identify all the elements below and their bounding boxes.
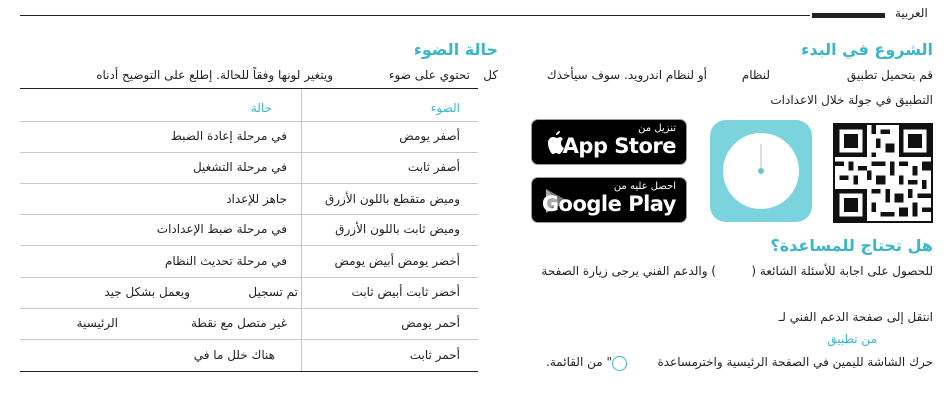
- row-divider: [20, 152, 478, 153]
- row-4-status: في مرحلة ضبط الإعدادات: [156, 222, 287, 236]
- gs-line2: التطبيق في جولة خلال الاعدادات: [770, 93, 933, 107]
- row-7-status-a: غير متصل مع نقطة: [190, 316, 287, 330]
- row-6-status-b: ويعمل بشكل جيد: [104, 285, 190, 299]
- row-6-status-a: تم تسجيل: [248, 285, 298, 299]
- help-line1-b: ) والدعم الفني يرجى زيارة الصفحة: [541, 264, 716, 278]
- google-play-badge[interactable]: [531, 177, 687, 223]
- led-intro-b: تحتوي على ضوء: [388, 68, 470, 82]
- row-2-light: أصفر ثابت: [407, 160, 460, 174]
- help-line2: انتقل إلى صفحة الدعم الفني لـ: [778, 310, 933, 324]
- row-5-light: أخضر يومض أبيض يومض: [334, 254, 460, 268]
- row-1-light: أصفر يومض: [399, 129, 460, 143]
- row-1-status: في مرحلة إعادة الضبط: [170, 129, 287, 143]
- app-store-small-text: تنزيل من: [638, 123, 676, 134]
- row-8-light: أحمر ثابت: [409, 348, 460, 362]
- google-play-small-text: احصل عليه من: [613, 181, 676, 192]
- help-line3: من تطبيق: [827, 332, 877, 346]
- app-store-badge[interactable]: [531, 119, 687, 165]
- row-4-light: وميض ثابت باللون الأزرق: [335, 222, 460, 236]
- row-7-status-b: الرئيسية: [76, 316, 118, 330]
- app-store-big-text: App Store: [562, 134, 676, 158]
- row-3-light: وميض متقطع باللون الأزرق: [324, 192, 460, 206]
- row-divider: [20, 183, 478, 184]
- row-5-status: في مرحلة تحديث النظام: [164, 254, 287, 268]
- gs-line1-b: لنظام: [741, 68, 770, 82]
- qr-code: [833, 123, 933, 223]
- getting-started-title: الشروع في البدء: [801, 40, 933, 59]
- row-divider: [20, 277, 478, 278]
- led-status-title: حالة الضوء: [413, 40, 498, 59]
- help-line4-b: مساعدة: [657, 355, 698, 369]
- row-divider: [20, 245, 478, 246]
- row-divider: [20, 308, 478, 309]
- help-line4-c: " من القائمة.: [546, 355, 612, 369]
- help-line4-a: حرك الشاشة لليمين في الصفحة الرئيسية واختر: [695, 355, 933, 369]
- top-bar-accent: [812, 13, 885, 18]
- col-header-light: الضوء: [430, 101, 460, 115]
- language-label: العربية: [895, 6, 928, 20]
- row-2-status: في مرحلة التشغيل: [192, 160, 287, 174]
- led-intro-a: كل: [483, 68, 498, 82]
- col-header-status: حالة: [250, 101, 272, 115]
- google-play-big-text: Google Play: [541, 192, 676, 216]
- row-7-light: أحمر يومض: [401, 316, 460, 330]
- row-divider: [20, 121, 478, 122]
- table-top-rule: [20, 88, 478, 89]
- app-icon: [710, 120, 812, 222]
- led-intro-c: ويتغير لونها وفقاً للحالة. إطلع على التوضيح أدناه: [96, 68, 333, 82]
- row-divider: [20, 339, 478, 340]
- table-bottom-rule: [20, 371, 478, 372]
- menu-circle-icon: [612, 353, 627, 372]
- help-line1-a: للحصول على اجابة للأسئلة الشائعة (: [751, 264, 933, 278]
- gs-line1-a: قم بتحميل تطبيق: [846, 68, 933, 82]
- row-3-status: جاهز للإعداد: [226, 192, 287, 206]
- gs-line1-c: أو لنظام اندرويد. سوف سيأخذك: [546, 68, 707, 82]
- table-column-divider: [301, 89, 302, 371]
- row-divider: [20, 214, 478, 215]
- help-title: هل تحتاج للمساعدة؟: [770, 236, 933, 255]
- top-rule: [20, 15, 810, 16]
- row-8-status: هناك خلل ما في: [193, 348, 275, 362]
- row-6-light: أخضر ثابت أبيض ثابت: [351, 285, 460, 299]
